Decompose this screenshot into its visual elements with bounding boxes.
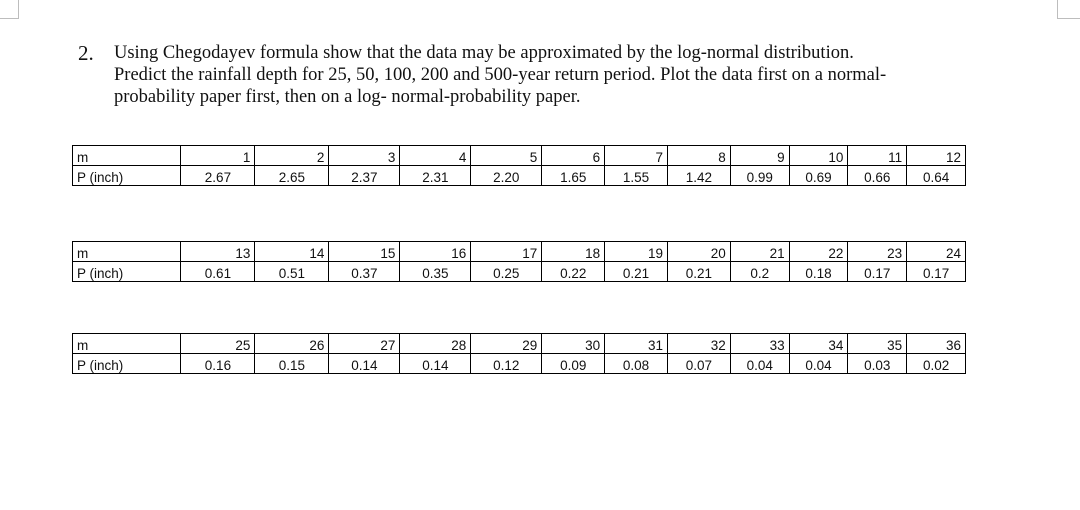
table-cell: 15 bbox=[329, 242, 400, 262]
table-cell: 2.31 bbox=[400, 166, 471, 186]
question-line: probability paper first, then on a log- normal-probability paper. bbox=[114, 87, 581, 107]
table-cell: 26 bbox=[255, 334, 329, 354]
table-cell: 0.37 bbox=[329, 262, 400, 282]
question-block bbox=[78, 42, 1038, 108]
table-cell: 23 bbox=[848, 242, 907, 262]
table-cell: 10 bbox=[789, 146, 848, 166]
table-cell: 36 bbox=[907, 334, 966, 354]
table-cell: 0.18 bbox=[789, 262, 848, 282]
table-cell: 0.17 bbox=[848, 262, 907, 282]
row-label-p: P (inch) bbox=[73, 166, 181, 186]
table-cell: 13 bbox=[181, 242, 255, 262]
table-cell: 9 bbox=[730, 146, 789, 166]
table-cell: 32 bbox=[667, 334, 730, 354]
table-cell: 0.04 bbox=[730, 354, 789, 374]
question-number: 2. bbox=[78, 41, 94, 65]
table-cell: 2.65 bbox=[255, 166, 329, 186]
table-cell: 0.21 bbox=[605, 262, 668, 282]
page-corner-mark-right bbox=[1057, 0, 1080, 19]
table-cell: 0.2 bbox=[730, 262, 789, 282]
table-row-m bbox=[73, 334, 966, 354]
table-cell: 25 bbox=[181, 334, 255, 354]
table-row-p bbox=[73, 354, 966, 374]
table-cell: 0.64 bbox=[907, 166, 966, 186]
table-cell: 0.04 bbox=[789, 354, 848, 374]
table-cell: 0.35 bbox=[400, 262, 471, 282]
table-cell: 0.02 bbox=[907, 354, 966, 374]
table-cell: 0.12 bbox=[471, 354, 542, 374]
question-line: Predict the rainfall depth for 25, 50, 100, 200 and 500-year return period. Plot the data first on a normal- bbox=[114, 65, 887, 85]
table-cell: 0.66 bbox=[848, 166, 907, 186]
question-line: Using Chegodayev formula show that the data may be approximated by the log-normal distribution. bbox=[114, 43, 854, 63]
table-cell: 17 bbox=[471, 242, 542, 262]
table-cell: 11 bbox=[848, 146, 907, 166]
table-cell: 8 bbox=[667, 146, 730, 166]
table-cell: 7 bbox=[605, 146, 668, 166]
table-cell: 3 bbox=[329, 146, 400, 166]
row-label-m: m bbox=[73, 242, 181, 262]
table-cell: 22 bbox=[789, 242, 848, 262]
table-cell: 0.03 bbox=[848, 354, 907, 374]
table-cell: 29 bbox=[471, 334, 542, 354]
row-label-p: P (inch) bbox=[73, 354, 181, 374]
table-cell: 1.55 bbox=[605, 166, 668, 186]
table-cell: 6 bbox=[542, 146, 605, 166]
rainfall-table-2 bbox=[72, 241, 966, 282]
table-cell: 2.37 bbox=[329, 166, 400, 186]
table-cell: 2 bbox=[255, 146, 329, 166]
table-cell: 4 bbox=[400, 146, 471, 166]
table-cell: 0.61 bbox=[181, 262, 255, 282]
table-cell: 0.69 bbox=[789, 166, 848, 186]
page-corner-mark-left bbox=[0, 0, 19, 19]
table-row-m bbox=[73, 146, 966, 166]
table-row-m bbox=[73, 242, 966, 262]
table-cell: 1 bbox=[181, 146, 255, 166]
table-cell: 0.14 bbox=[400, 354, 471, 374]
table-cell: 27 bbox=[329, 334, 400, 354]
table-cell: 1.65 bbox=[542, 166, 605, 186]
question-text bbox=[114, 42, 1038, 108]
row-label-m: m bbox=[73, 334, 181, 354]
table-row-p bbox=[73, 166, 966, 186]
table-cell: 33 bbox=[730, 334, 789, 354]
rainfall-table-3 bbox=[72, 333, 966, 374]
row-label-p: P (inch) bbox=[73, 262, 181, 282]
table-cell: 31 bbox=[605, 334, 668, 354]
table-cell: 14 bbox=[255, 242, 329, 262]
table-cell: 5 bbox=[471, 146, 542, 166]
table-cell: 2.67 bbox=[181, 166, 255, 186]
table-cell: 0.21 bbox=[667, 262, 730, 282]
table-cell: 0.15 bbox=[255, 354, 329, 374]
table-cell: 0.09 bbox=[542, 354, 605, 374]
row-label-m: m bbox=[73, 146, 181, 166]
table-cell: 20 bbox=[667, 242, 730, 262]
table-cell: 16 bbox=[400, 242, 471, 262]
table-cell: 0.16 bbox=[181, 354, 255, 374]
table-cell: 30 bbox=[542, 334, 605, 354]
table-cell: 0.99 bbox=[730, 166, 789, 186]
table-cell: 2.20 bbox=[471, 166, 542, 186]
table-cell: 34 bbox=[789, 334, 848, 354]
table-cell: 18 bbox=[542, 242, 605, 262]
table-cell: 0.22 bbox=[542, 262, 605, 282]
table-row-p bbox=[73, 262, 966, 282]
table-cell: 0.08 bbox=[605, 354, 668, 374]
table-cell: 1.42 bbox=[667, 166, 730, 186]
table-cell: 24 bbox=[907, 242, 966, 262]
table-cell: 0.25 bbox=[471, 262, 542, 282]
table-cell: 0.51 bbox=[255, 262, 329, 282]
table-cell: 28 bbox=[400, 334, 471, 354]
table-cell: 0.17 bbox=[907, 262, 966, 282]
table-cell: 21 bbox=[730, 242, 789, 262]
table-cell: 0.14 bbox=[329, 354, 400, 374]
rainfall-table-1 bbox=[72, 145, 966, 186]
table-cell: 12 bbox=[907, 146, 966, 166]
table-cell: 35 bbox=[848, 334, 907, 354]
table-cell: 0.07 bbox=[667, 354, 730, 374]
table-cell: 19 bbox=[605, 242, 668, 262]
